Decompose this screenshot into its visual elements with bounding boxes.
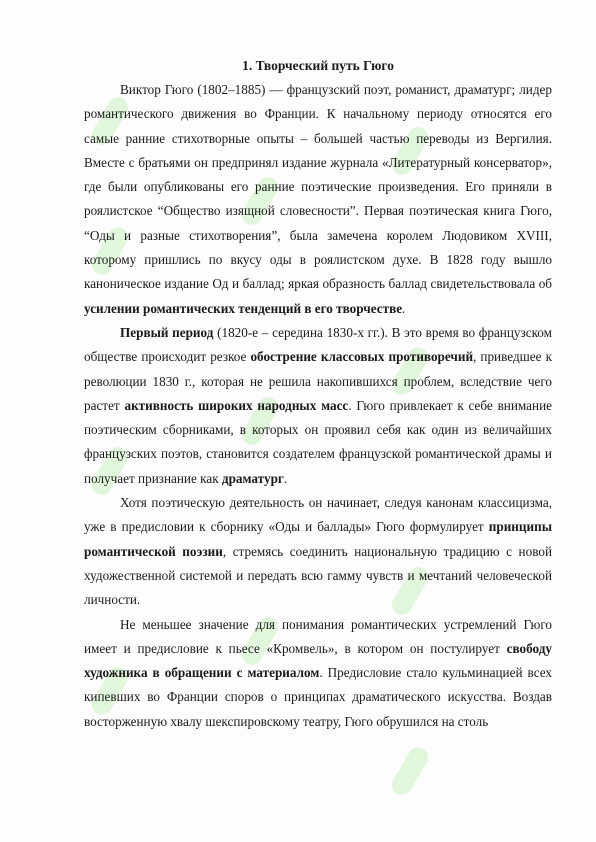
bold-text: активность широких народных масс [124, 397, 349, 413]
bold-text: свободу художника в обращении с материалом [84, 640, 552, 681]
bold-text: усилении романтических тенденций в его творчестве [84, 300, 403, 316]
body-text: . [283, 470, 288, 486]
paragraph [84, 613, 552, 734]
body-text: Не меньшее значение для понимания романтических устремлений Гюго имеет и предисловие к пьесе «Кромвель», в котором он постулирует [84, 616, 552, 656]
bold-text: принципы романтической поэзии [84, 519, 552, 559]
body-text: Хотя поэтическую деятельность он начинает, следуя канонам классицизма, уже в предисловии к сборнику «Оды и баллады» Гюго формулирует [84, 495, 552, 535]
body-text: Виктор Гюго (1802–1885) — французский поэт, романист, драматург; лидер романтического движения во Франции. К начальному периоду относятся его самые ранние стихотворные опыты – большей частью переводы из Вергилия. Вместе с братьями он предпринял издание журнала «Литературный консерватор», где были опубликованы его ранние поэтические произведения. Его приняли в роялистское “Общество изящной словесности”. Первая поэтическая книга Гюго, “Оды и разные стихотворения”, была замечена королем Людовиком XVIII, которому пришлись по вкусу оды в роялистском духе. В 1828 году вышло каноническое издание Од и баллад; яркая образность баллад свидетельствовала об [84, 82, 552, 292]
bold-text: драматург [221, 470, 284, 486]
body-text: , приведшее к революции 1830 г., которая не решила накопившихся проблем, вследствие чего растет [84, 349, 552, 413]
bold-text: обострение классовых противоречий [250, 349, 474, 365]
body-text: . Предисловие стало кульминацией всех кипевших во Франции споров о принципах драматического искусства. Воздав восторженную хвалу шекспировскому театру, Гюго обрушился на столь [84, 665, 552, 729]
document-body [84, 54, 552, 734]
section-heading: 1. Творческий путь Гюго [242, 58, 394, 73]
watermark-mark [388, 743, 431, 798]
body-text: , стремясь соединить национальную традицию с новой художественной системой и передать всю гамму чувств и мечтаний человеческой личности. [84, 543, 553, 608]
paragraph [84, 491, 552, 612]
body-text: . Гюго привлекает к себе внимание поэтическим сборниками, в которых он проявил себя как один из величайших французских поэтов, становится создателем французской романтической драмы и получает признание как [84, 397, 552, 486]
paragraph [84, 78, 552, 321]
body-text: (1820-е – середина 1830-х гг.). В это время во французском обществе происходит резкое [84, 324, 552, 365]
paragraph [84, 321, 552, 491]
body-text: . [402, 300, 406, 316]
paragraphs-container [84, 78, 552, 734]
bold-text: Первый период [120, 324, 214, 340]
